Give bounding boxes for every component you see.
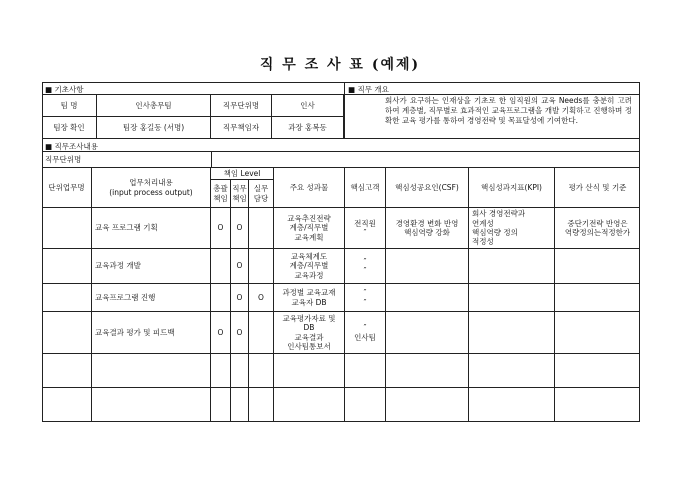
row-unit-task <box>42 312 92 354</box>
basic-cell-r1c3: 과장 홍복동 <box>272 117 344 139</box>
col-kpi: 핵심성과지표(KPI) <box>469 168 555 208</box>
row-customer: 전직원 ″ <box>345 208 386 249</box>
row-level-3 <box>249 208 274 249</box>
col-eval: 평가 산식 및 기준 <box>555 168 640 208</box>
row-level-2 <box>231 354 249 388</box>
col-level-sub-0: 총괄 책임 <box>211 180 231 208</box>
row-customer: ″ ″ <box>345 249 386 284</box>
basic-info-header: ■ 기초사항 <box>45 85 84 94</box>
row-task: 교육과정 개발 <box>92 249 211 284</box>
row-customer <box>345 388 386 422</box>
basic-cell-r0c3: 인사 <box>272 95 344 117</box>
row-csf: 경영환경 변화 반영 핵심역량 강화 <box>386 208 469 249</box>
basic-cell-r0c1: 인사총무팀 <box>97 95 211 117</box>
row-kpi: 회사 경영전략과 연계성 핵심역량 정의 적정성 <box>469 208 555 249</box>
basic-cell-r0c0: 팀 명 <box>42 95 97 117</box>
row-customer <box>345 354 386 388</box>
row-unit-task <box>42 354 92 388</box>
row-customer: ″ 인사팀 <box>345 312 386 354</box>
basic-cell-r1c2: 직무책임자 <box>211 117 272 139</box>
row-task <box>92 354 211 388</box>
row-eval: 중단기전략 반영은 역량정의는적정한가 <box>555 208 640 249</box>
col-csf: 핵심성공요인(CSF) <box>386 168 469 208</box>
page-title: 직 무 조 사 표 (예제) <box>259 57 421 73</box>
row-result <box>274 388 345 422</box>
row-level-1: O <box>211 208 231 249</box>
row-csf <box>386 312 469 354</box>
row-kpi <box>469 284 555 312</box>
row-csf <box>386 388 469 422</box>
row-level-2: O <box>231 284 249 312</box>
row-result: 교육추진전략 계층/직무별 교육계획 <box>274 208 345 249</box>
row-kpi <box>469 312 555 354</box>
row-level-2: O <box>231 312 249 354</box>
overview-header: ■ 직무 개요 <box>348 85 389 94</box>
row-level-3: O <box>249 284 274 312</box>
row-eval <box>555 284 640 312</box>
row-unit-task <box>42 208 92 249</box>
row-eval <box>555 354 640 388</box>
row-unit-task <box>42 249 92 284</box>
row-kpi <box>469 388 555 422</box>
basic-cell-r1c0: 팀장 확인 <box>42 117 97 139</box>
row-csf <box>386 249 469 284</box>
col-level-sub-1: 직무 책임 <box>231 180 249 208</box>
row-level-3 <box>249 249 274 284</box>
basic-cell-r1c1: 팀장 홍길동 (서명) <box>97 117 211 139</box>
row-level-1: O <box>211 312 231 354</box>
row-unit-task <box>42 388 92 422</box>
row-task: 교육 프로그램 기획 <box>92 208 211 249</box>
row-csf <box>386 354 469 388</box>
col-task-content: 업무처리내용 (input process output) <box>92 168 211 208</box>
row-eval <box>555 249 640 284</box>
row-level-3 <box>249 312 274 354</box>
col-level-sub-2: 실무 담당 <box>249 180 274 208</box>
col-result: 주요 성과물 <box>274 168 345 208</box>
col-level: 책임 Level <box>211 168 274 180</box>
row-level-1 <box>211 388 231 422</box>
row-eval <box>555 388 640 422</box>
unit-name-label: 직무단위명 <box>42 152 212 168</box>
row-result: 교육평가자료 및 DB 교육결과 인사팀통보서 <box>274 312 345 354</box>
row-level-3 <box>249 388 274 422</box>
row-unit-task <box>42 284 92 312</box>
row-task <box>92 388 211 422</box>
overview-text: 회사가 요구하는 인재상을 기초로 한 임직원의 교육 Needs를 충분히 고려하여 계층별, 직무별로 효과적인 교육프로그램을 개발 기획하고 진행하며 정확한 교육 평가를 통하여 경영전략 및 목표달성에 기여한다. <box>385 96 632 125</box>
basic-cell-r0c2: 직무단위명 <box>211 95 272 117</box>
row-level-1 <box>211 354 231 388</box>
row-kpi <box>469 249 555 284</box>
row-level-2: O <box>231 249 249 284</box>
row-kpi <box>469 354 555 388</box>
row-eval <box>555 312 640 354</box>
row-task: 교육프로그램 진행 <box>92 284 211 312</box>
unit-name-value <box>212 152 640 168</box>
row-task: 교육결과 평가 및 피드백 <box>92 312 211 354</box>
row-csf <box>386 284 469 312</box>
col-customer: 핵심고객 <box>345 168 386 208</box>
content-header: ■ 직무조사내용 <box>45 142 98 151</box>
row-level-1 <box>211 284 231 312</box>
row-level-2 <box>231 388 249 422</box>
row-result <box>274 354 345 388</box>
row-level-3 <box>249 354 274 388</box>
col-unit-task: 단위업무명 <box>42 168 92 208</box>
row-result: 교육체계도 계층/직무별 교육과정 <box>274 249 345 284</box>
row-result: 과정별 교육교재 교육자 DB <box>274 284 345 312</box>
row-level-1 <box>211 249 231 284</box>
row-level-2: O <box>231 208 249 249</box>
row-customer: ″ ″ <box>345 284 386 312</box>
